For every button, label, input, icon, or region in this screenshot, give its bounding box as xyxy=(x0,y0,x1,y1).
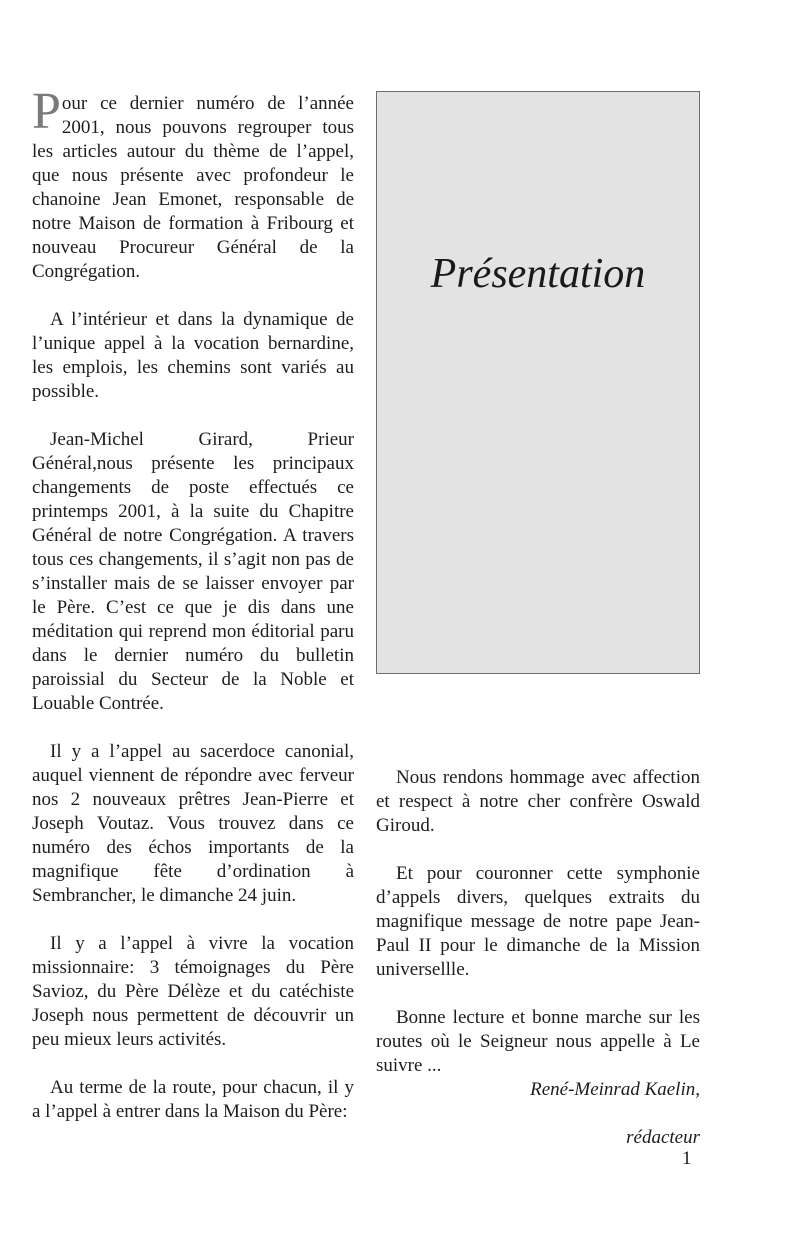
signature-role: rédacteur xyxy=(626,1127,700,1148)
drop-cap: P xyxy=(32,83,61,140)
right-column xyxy=(376,766,700,1174)
page-title: Présentation xyxy=(430,251,646,297)
intro-paragraph-text: our ce dernier numéro de l’année 2001, nous pouvons regrouper tous les articles autour du thème de l’appel, que nous présente avec profondeur le chanoine Jean Emonet, responsable de notre Maison de formation à Fribourg et nouveau Procureur Général de la Congrégation. xyxy=(32,93,354,282)
left-column xyxy=(32,83,354,1148)
vocation-paragraph: A l’intérieur et dans la dynamique de l’unique appel à la vocation bernardine, les emplois, les chemins sont variés au possible. xyxy=(32,309,354,402)
message-paragraph: Et pour couronner cette symphonie d’appels divers, quelques extraits du magnifique message de notre pape Jean-Paul II pour le dimanche de la Mission universellle. xyxy=(376,863,700,980)
closing-paragraph: Bonne lecture et bonne marche sur les routes où le Seigneur nous appelle à Le suivre ... xyxy=(376,1007,700,1076)
tribute-paragraph: Nous rendons hommage avec affection et respect à notre cher confrère Oswald Giroud. xyxy=(376,767,700,836)
title-panel xyxy=(376,91,700,674)
signature-name: René-Meinrad Kaelin, xyxy=(530,1079,700,1100)
intro-paragraph xyxy=(32,83,354,284)
changes-paragraph: Jean-Michel Girard, Prieur Général,nous présente les principaux changements de poste effectués ce printemps 2001, à la suite du Chapitre Général de notre Congrégation. A travers tous ces changements, il s’agit non pas de s’installer mais de se laisser envoyer par le Père. C’est ce que je dis dans une méditation qui reprend mon éditorial paru dans le dernier numéro du bulletin paroissial du Secteur de la Noble et Louable Contrée. xyxy=(32,429,354,714)
final-call-paragraph: Au terme de la route, pour chacun, il y a l’appel à entrer dans la Maison du Père: xyxy=(32,1077,354,1122)
page-number: 1 xyxy=(682,1148,692,1169)
priesthood-paragraph: Il y a l’appel au sacerdoce canonial, auquel viennent de répondre avec ferveur nos 2 nouveaux prêtres Jean-Pierre et Joseph Voutaz. Vous trouvez dans ce numéro des échos importants de la magnifique fête d’ordination à Sembrancher, le dimanche 24 juin. xyxy=(32,741,354,906)
mission-paragraph: Il y a l’appel à vivre la vocation missionnaire: 3 témoignages du Père Savioz, du Père Délèze et du catéchiste Joseph nous permettent de découvrir un peu mieux leurs activités. xyxy=(32,933,354,1050)
